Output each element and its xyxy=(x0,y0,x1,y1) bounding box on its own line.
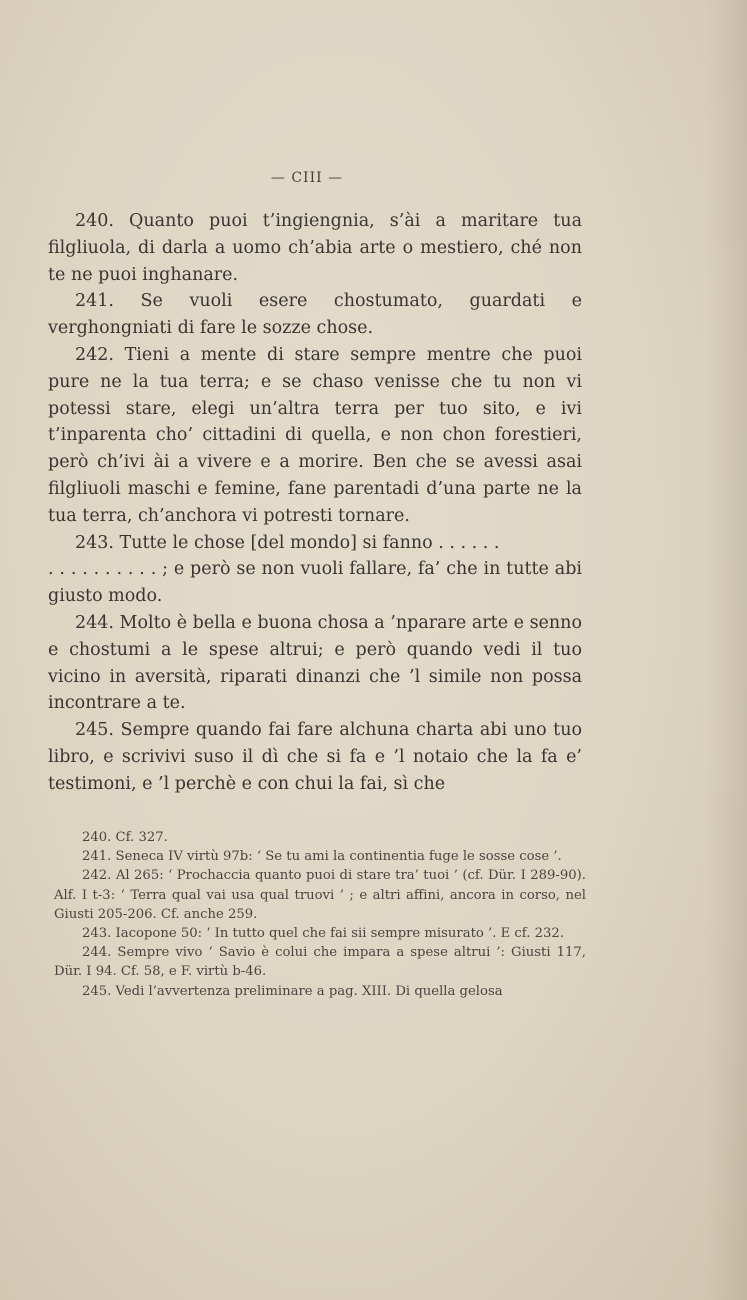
main-text xyxy=(48,208,582,798)
footnote-245: 245. Vedi l’avvertenza preliminare a pag. XIII. Di quella gelosa xyxy=(82,983,503,999)
footnote-243: 243. Iacopone 50: ‘ In tutto quel che fai sii sempre misurato ’. E cf. 232. xyxy=(82,926,564,942)
footnote-244: 244. Sempre vivo ‘ Savio è colui che impara a spese altrui ’: Giusti 117, Dür. I 94. Cf. 58, e F. virtù b-46. xyxy=(54,945,586,980)
page-edge-shadow xyxy=(707,0,747,1300)
footnote-242: 242. Al 265: ‘ Prochaccia quanto puoi di stare tra’ tuoi ’ (cf. Dür. I 289-90). Alf. I t-3: ‘ Terra qual vai usa qual truovi ’ ; e altri affini, ancora in corso, nel Giusti 205-206. Cf. anche 259. xyxy=(54,868,586,922)
paragraph-243-line1: 243. Tutte le chose [del mondo] si fanno . . . . . . xyxy=(75,532,500,553)
paragraph-244: 244. Molto è bella e buona chosa a ’nparare arte e senno e chostumi a le spese altrui; e però quando vedi il tuo vicino in aversità, riparati dinanzi che ’l simile non possa incontrare a te. xyxy=(48,612,582,714)
page-number: — CIII — xyxy=(270,170,344,186)
footnote-241: 241. Seneca IV virtù 97b: ‘ Se tu ami la continentia fuge le sosse cose ’. xyxy=(82,849,562,865)
paragraph-240: 240. Quanto puoi t’ingiengnia, s’ài a maritare tua filgliuola, di darla a uomo ch’abia arte o mestiero, ché non te ne puoi inghanare. xyxy=(48,211,582,285)
paragraph-245: 245. Sempre quando fai fare alchuna charta abi uno tuo libro, e scrivivi suso il dì che si fa e ’l notaio che la fa e’ testimoni, e ’l perchè e con chui la fai, sì che xyxy=(48,720,582,794)
footnotes xyxy=(54,828,586,1001)
footnote-240: 240. Cf. 327. xyxy=(82,830,168,845)
paragraph-242: 242. Tieni a mente di stare sempre mentre che puoi pure ne la tua terra; e se chaso venisse che tu non vi potessi stare, elegi un’altra terra per tuo sito, e ivi t’inparenta cho’ cittadini di quella, e non chon forestieri, però ch’ivi ài a vivere e a morire. Ben che se avessi asai filgliuoli maschi e femine, fane parentadi d’una parte ne la tua terra, ch’anchora vi potresti tornare. xyxy=(48,344,582,526)
paragraph-243-line2: . . . . . . . . . . ; e però se non vuoli fallare, fa’ che in tutte abi giusto modo. xyxy=(48,559,582,607)
paragraph-241: 241. Se vuoli esere chostumato, guardati e verghongniati di fare le sozze chose. xyxy=(48,291,582,339)
